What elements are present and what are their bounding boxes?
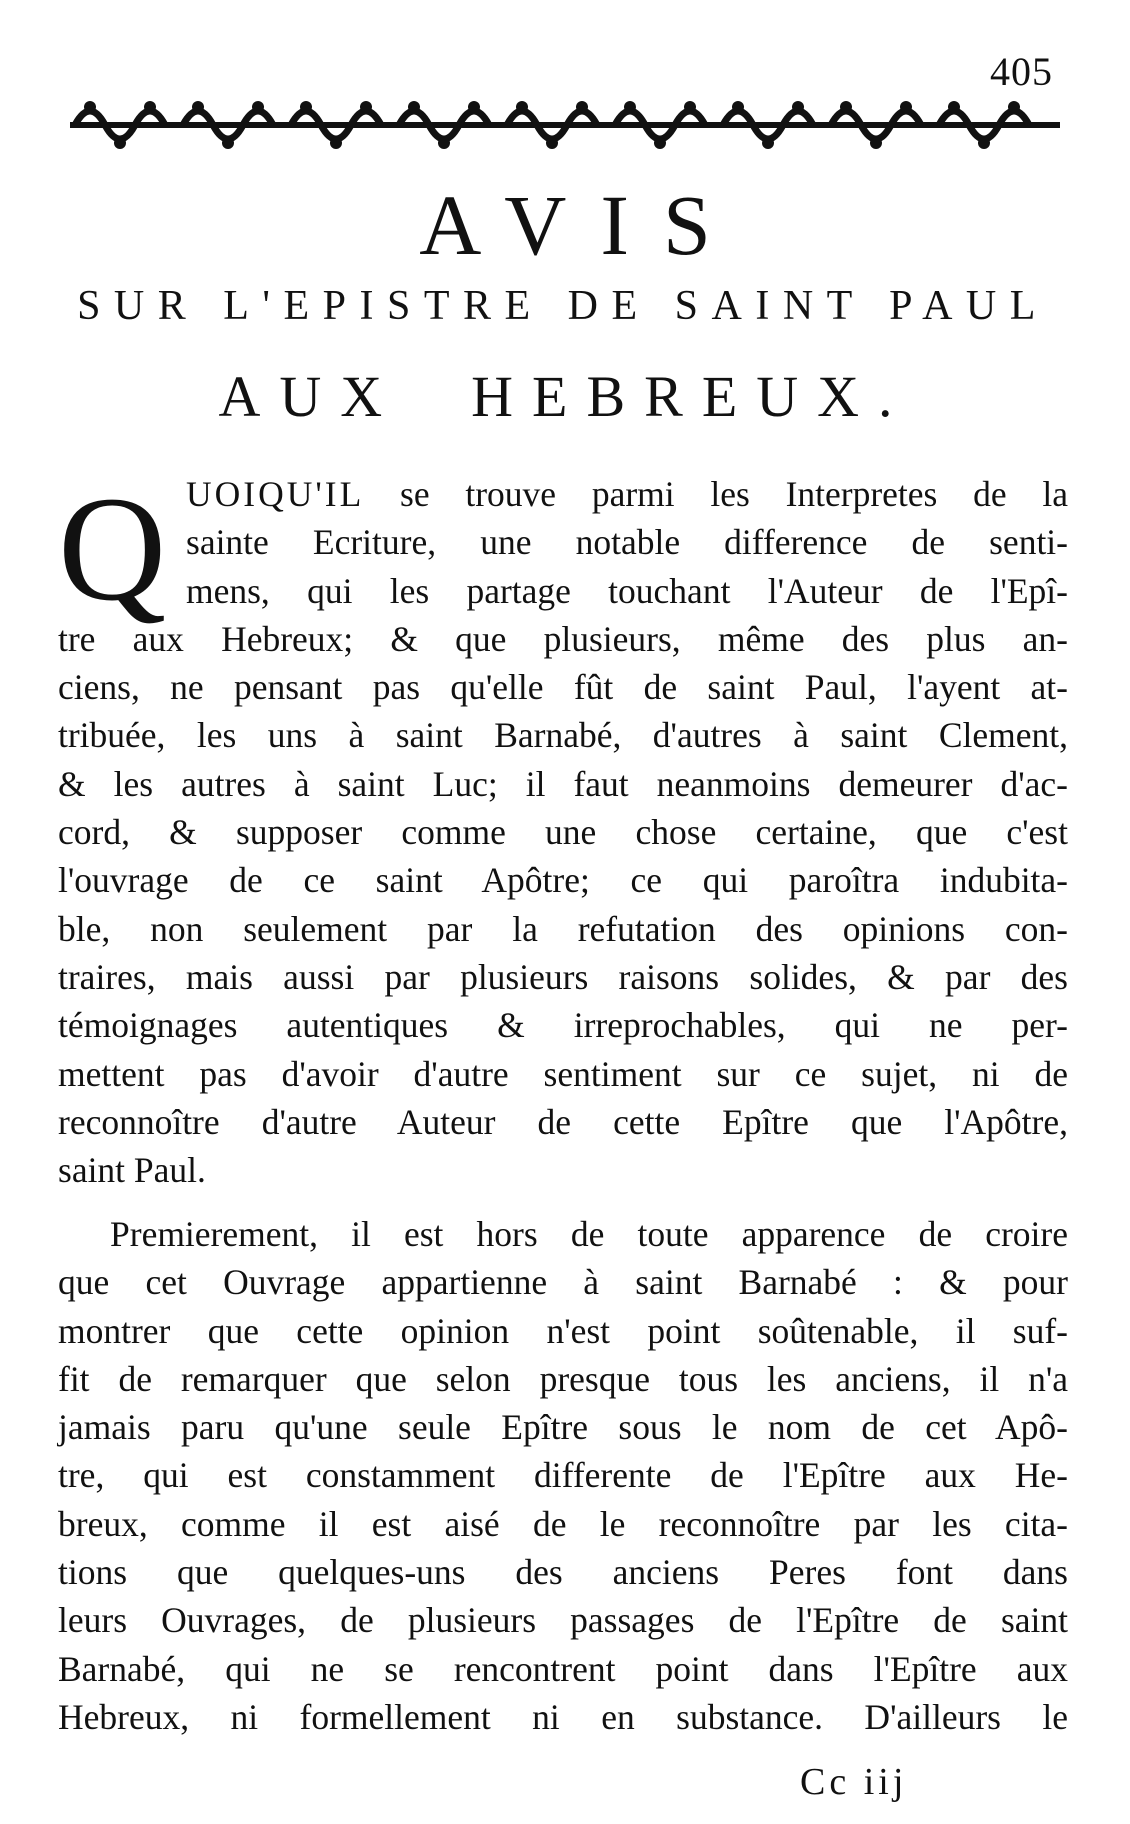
paragraph-line: leurs Ouvrages, de plusieurs passages de l'Epître de saint [58, 1600, 1068, 1641]
paragraph-line: jamais paru qu'une seule Epître sous le nom de cet Apô- [58, 1407, 1068, 1448]
paragraph-line: & les autres à saint Luc; il faut neanmoins demeurer d'ac- [58, 763, 1068, 804]
paragraph-line: saint Paul. [58, 1150, 206, 1191]
ornament-band [70, 95, 1060, 155]
opening-small-caps: UOIQU'IL [186, 474, 365, 514]
paragraph-line: tre aux Hebreux; & que plusieurs, même des plus an- [58, 618, 1068, 659]
title-aux-word: AUX [218, 364, 402, 429]
paragraph-line: ciens, ne pensant pas qu'elle fût de saint Paul, l'ayent at- [58, 667, 1068, 708]
paragraph-line: que cet Ouvrage appartienne à saint Barnabé : & pour [58, 1262, 1068, 1303]
paragraph-line: traires, mais aussi par plusieurs raisons solides, & par des [58, 956, 1068, 997]
paragraph-line: Barnabé, qui ne se rencontrent point dans l'Epître aux [58, 1648, 1068, 1689]
paragraph-line: tribuée, les uns à saint Barnabé, d'autres à saint Clement, [58, 715, 1068, 756]
paragraph-line: tions que quelques-uns des anciens Peres font dans [58, 1552, 1068, 1593]
drop-cap: Q [58, 466, 167, 632]
paragraph-2 [58, 1210, 1068, 1741]
paragraph-line: reconnoître d'autre Auteur de cette Epître que l'Apôtre, [58, 1101, 1068, 1142]
page-number: 405 [990, 49, 1053, 94]
paragraph-line: Premierement, il est hors de toute apparence de croire [110, 1214, 1068, 1254]
paragraph-line: sainte Ecriture, une notable difference de senti- [186, 522, 1068, 563]
title-hebreux-word: HEBREUX. [471, 364, 912, 429]
paragraph-line: UOIQU'IL se trouve parmi les Interpretes de la [186, 474, 1068, 514]
title-subtitle: SUR L'EPISTRE DE SAINT PAUL [77, 283, 1049, 329]
title-avis: AVIS [419, 177, 745, 273]
paragraph-line: cord, & supposer comme une chose certaine, que c'est [58, 812, 1068, 853]
paragraph-line: témoignages autentiques & irreprochables, qui ne per- [58, 1005, 1068, 1046]
paragraph-line: tre, qui est constamment differente de l'Epître aux He- [58, 1455, 1068, 1496]
paragraph-line: mens, qui les partage touchant l'Auteur de l'Epî- [186, 570, 1068, 611]
paragraph-line: montrer que cette opinion n'est point soûtenable, il suf- [58, 1310, 1068, 1351]
paragraph-line: Hebreux, ni formellement ni en substance. D'ailleurs le [58, 1696, 1068, 1737]
title-hebreux [40, 364, 1090, 429]
paragraph-line: breux, comme il est aisé de le reconnoître par les cita- [58, 1503, 1068, 1544]
paragraph-1 [58, 466, 1068, 1194]
paragraph-line: mettent pas d'avoir d'autre sentiment sur ce sujet, ni de [58, 1053, 1068, 1094]
signature-mark: Cc iij [800, 1761, 908, 1803]
paragraph-line: fit de remarquer que selon presque tous les anciens, il n'a [58, 1358, 1068, 1399]
paragraph-line: ble, non seulement par la refutation des opinions con- [58, 908, 1068, 949]
paragraph-line: l'ouvrage de ce saint Apôtre; ce qui paroîtra indubita- [58, 860, 1068, 901]
